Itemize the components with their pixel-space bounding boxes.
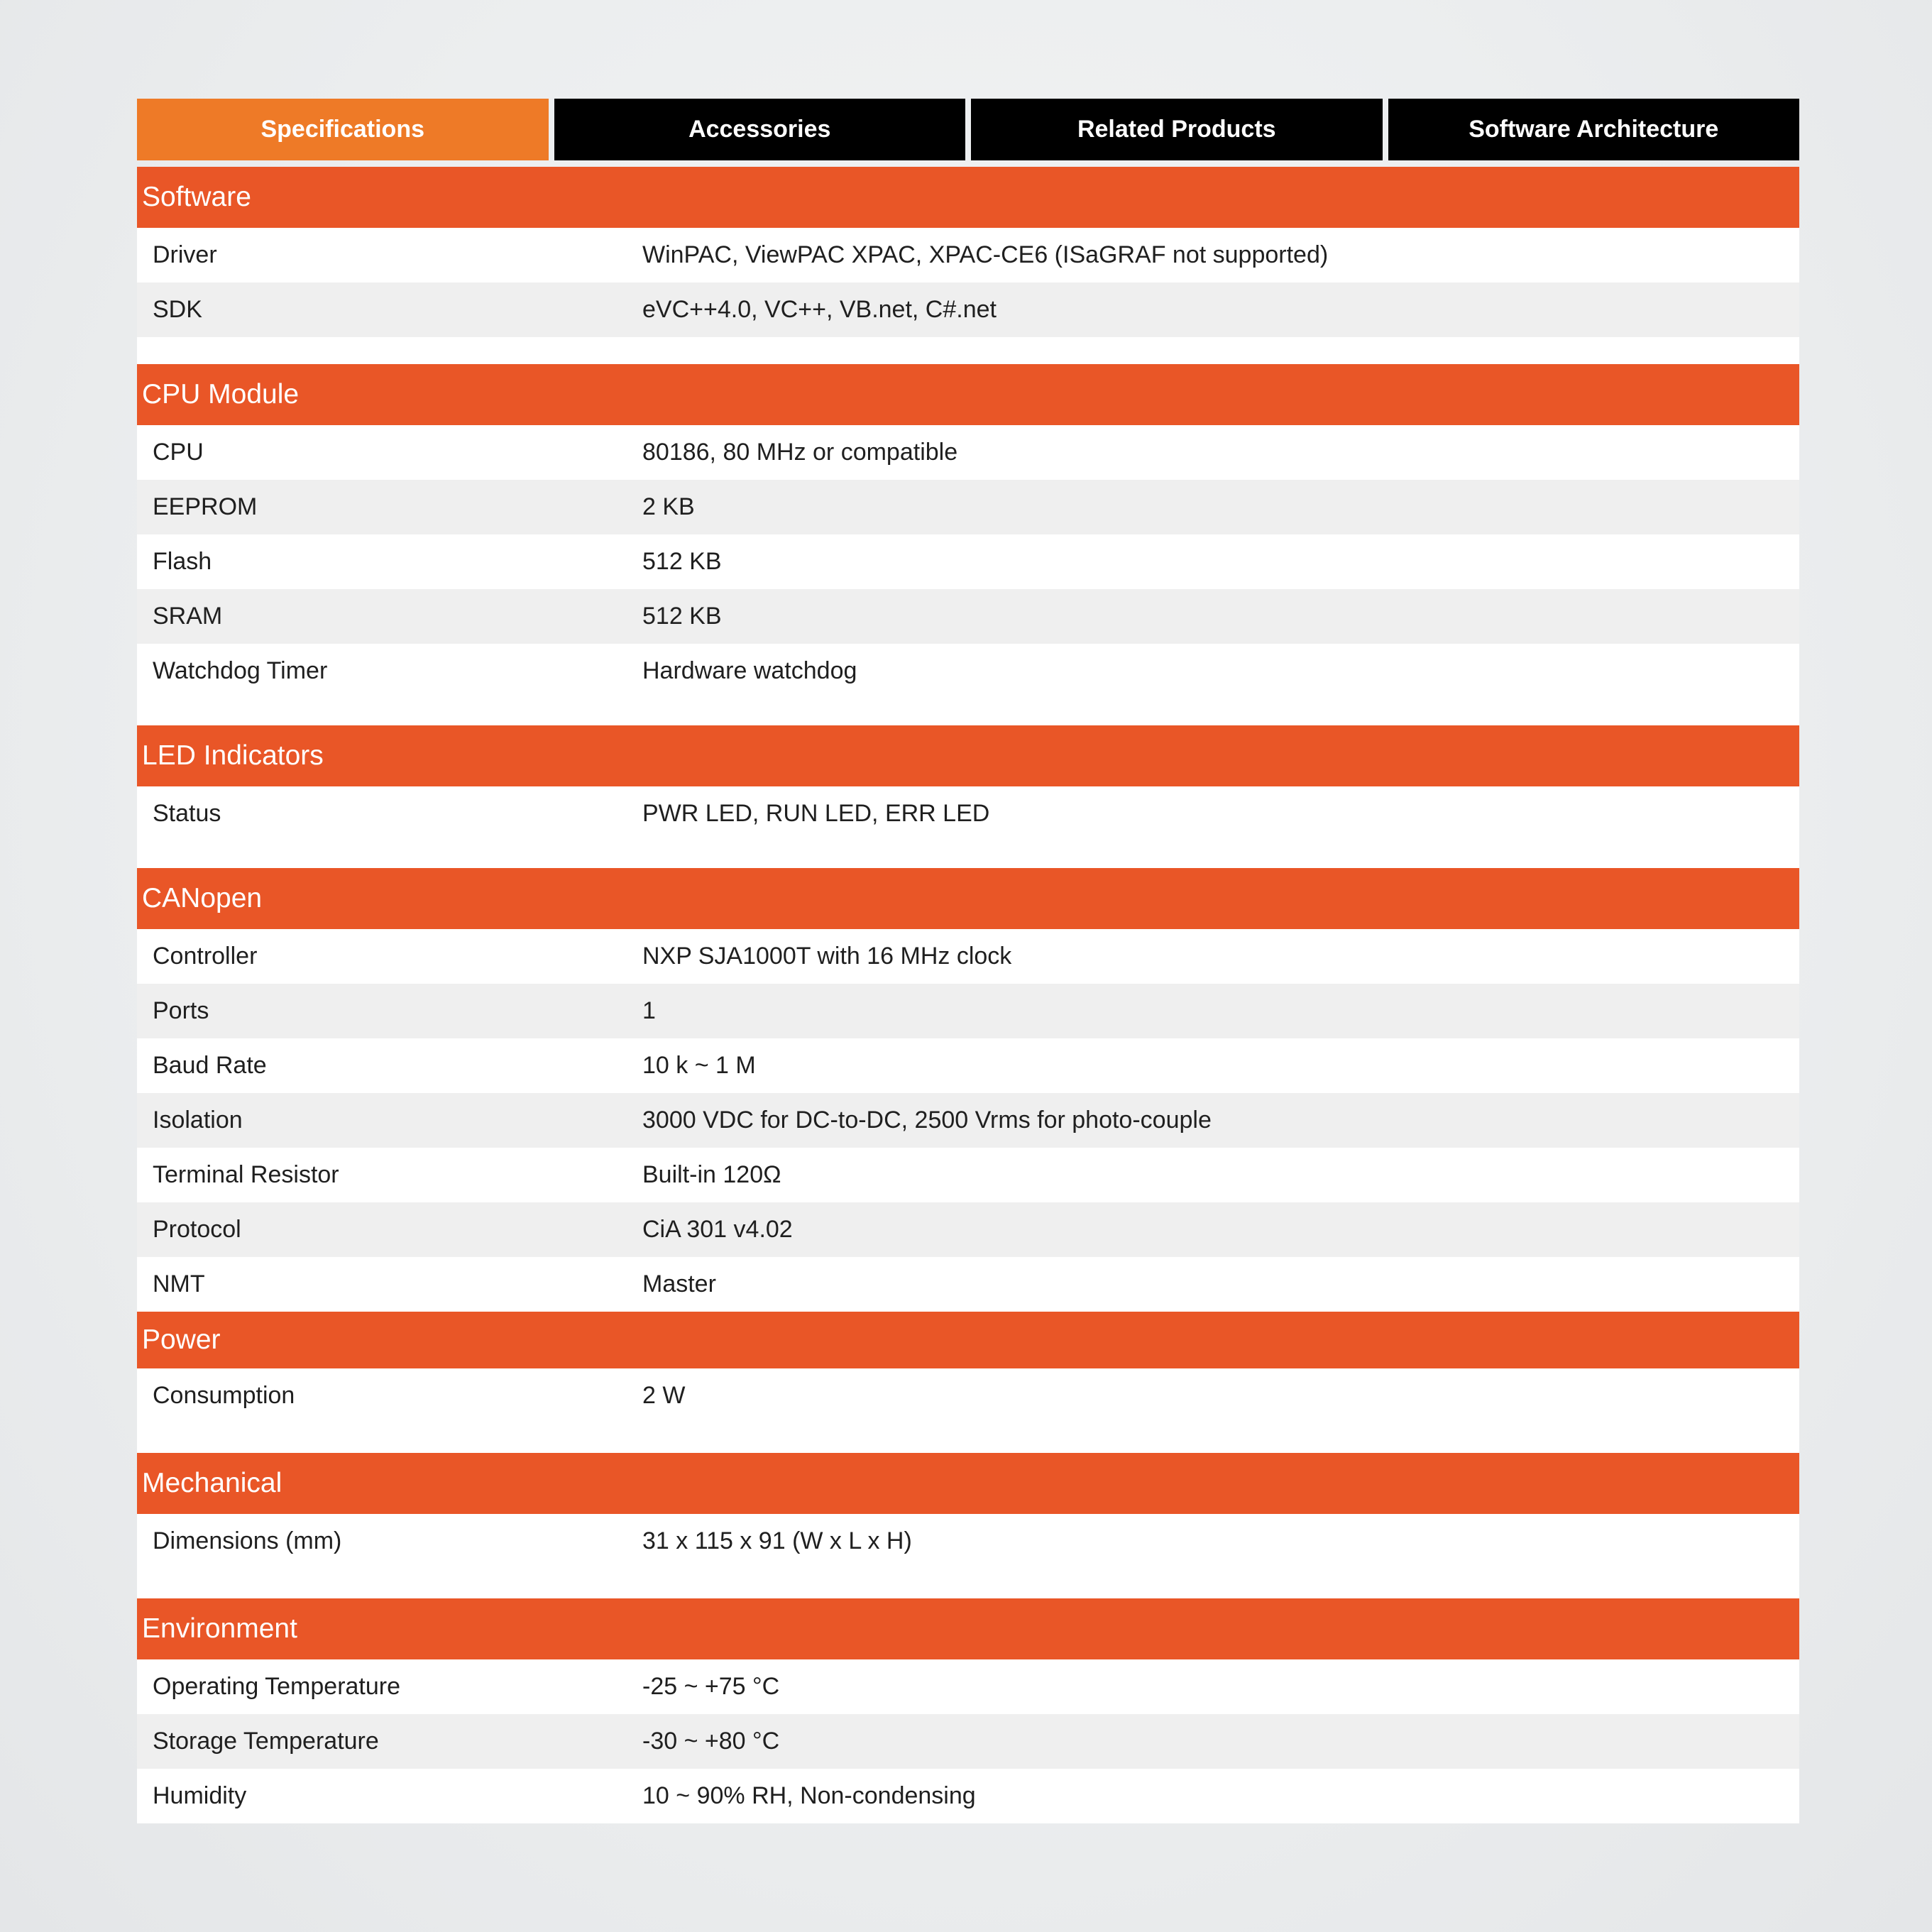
spec-label: Dimensions (mm) (153, 1527, 342, 1554)
section-spacer (137, 337, 1799, 364)
spec-rows (137, 1514, 1799, 1569)
section-environment (137, 1598, 1799, 1823)
tab-bar (137, 99, 1799, 160)
spec-row (137, 644, 1799, 698)
spec-label: Driver (153, 241, 217, 268)
spec-label: EEPROM (153, 493, 258, 520)
spec-label: Humidity (153, 1782, 247, 1809)
tab-software-architecture[interactable]: Software Architecture (1388, 99, 1800, 160)
spec-row (137, 1093, 1799, 1148)
section-spacer (137, 698, 1799, 725)
spec-value: 80186, 80 MHz or compatible (642, 439, 958, 466)
spec-value: 2 KB (642, 493, 695, 520)
spec-label: Isolation (153, 1107, 243, 1134)
section-led-indicators (137, 725, 1799, 868)
section-canopen (137, 868, 1799, 1312)
section-mechanical (137, 1453, 1799, 1598)
spec-row (137, 228, 1799, 282)
spec-value: Hardware watchdog (642, 657, 857, 684)
section-header: Power (137, 1312, 1799, 1368)
spec-rows (137, 929, 1799, 1312)
spec-label: Protocol (153, 1216, 241, 1243)
spec-value: NXP SJA1000T with 16 MHz clock (642, 943, 1012, 970)
spec-value: eVC++4.0, VC++, VB.net, C#.net (642, 296, 997, 323)
spec-value: WinPAC, ViewPAC XPAC, XPAC-CE6 (ISaGRAF not supported) (642, 241, 1329, 268)
section-software (137, 167, 1799, 364)
spec-rows (137, 1659, 1799, 1823)
spec-value: 2 W (642, 1382, 686, 1409)
spec-row (137, 984, 1799, 1038)
spec-sheet (137, 99, 1799, 1823)
section-header: CPU Module (137, 364, 1799, 425)
section-cpu-module (137, 364, 1799, 725)
spec-row (137, 1202, 1799, 1257)
section-header: LED Indicators (137, 725, 1799, 786)
spec-rows (137, 228, 1799, 337)
spec-label: Operating Temperature (153, 1673, 401, 1700)
spec-rows (137, 425, 1799, 698)
section-header: Software (137, 167, 1799, 228)
spec-label: Ports (153, 997, 209, 1024)
spec-label: Terminal Resistor (153, 1161, 339, 1188)
section-spacer (137, 1423, 1799, 1453)
spec-row (137, 534, 1799, 589)
spec-row (137, 1659, 1799, 1714)
spec-value: CiA 301 v4.02 (642, 1216, 793, 1243)
section-power (137, 1312, 1799, 1453)
spec-row (137, 1714, 1799, 1769)
spec-row (137, 282, 1799, 337)
spec-value: PWR LED, RUN LED, ERR LED (642, 800, 990, 827)
spec-label: NMT (153, 1270, 205, 1297)
section-header: Environment (137, 1598, 1799, 1659)
spec-value: Master (642, 1270, 716, 1297)
spec-label: Flash (153, 548, 212, 575)
spec-label: SDK (153, 296, 202, 323)
spec-value: Built-in 120Ω (642, 1161, 781, 1188)
spec-label: Watchdog Timer (153, 657, 328, 684)
spec-row (137, 1769, 1799, 1823)
spec-label: Status (153, 800, 221, 827)
spec-row (137, 929, 1799, 984)
section-spacer (137, 841, 1799, 868)
spec-value: -30 ~ +80 °C (642, 1728, 780, 1755)
spec-label: Storage Temperature (153, 1728, 379, 1755)
section-spacer (137, 1569, 1799, 1598)
spec-value: 3000 VDC for DC-to-DC, 2500 Vrms for photo-couple (642, 1107, 1212, 1134)
tab-related-products[interactable]: Related Products (971, 99, 1383, 160)
spec-row (137, 1257, 1799, 1312)
spec-row (137, 589, 1799, 644)
tab-specifications[interactable]: Specifications (137, 99, 549, 160)
spec-rows (137, 1368, 1799, 1423)
spec-label: SRAM (153, 603, 223, 630)
spec-row (137, 786, 1799, 841)
spec-row (137, 1368, 1799, 1423)
spec-row (137, 425, 1799, 480)
spec-label: Consumption (153, 1382, 295, 1409)
spec-value: 512 KB (642, 603, 722, 630)
spec-rows (137, 786, 1799, 841)
spec-label: Controller (153, 943, 258, 970)
spec-row (137, 1038, 1799, 1093)
spec-value: 512 KB (642, 548, 722, 575)
spec-value: 31 x 115 x 91 (W x L x H) (642, 1527, 912, 1554)
section-header: CANopen (137, 868, 1799, 929)
spec-label: CPU (153, 439, 204, 466)
tab-accessories[interactable]: Accessories (554, 99, 966, 160)
spec-row (137, 480, 1799, 534)
spec-row (137, 1514, 1799, 1569)
spec-value: -25 ~ +75 °C (642, 1673, 780, 1700)
spec-value: 10 ~ 90% RH, Non-condensing (642, 1782, 976, 1809)
spec-row (137, 1148, 1799, 1202)
spec-label: Baud Rate (153, 1052, 267, 1079)
spec-value: 10 k ~ 1 M (642, 1052, 756, 1079)
spec-value: 1 (642, 997, 656, 1024)
section-header: Mechanical (137, 1453, 1799, 1514)
